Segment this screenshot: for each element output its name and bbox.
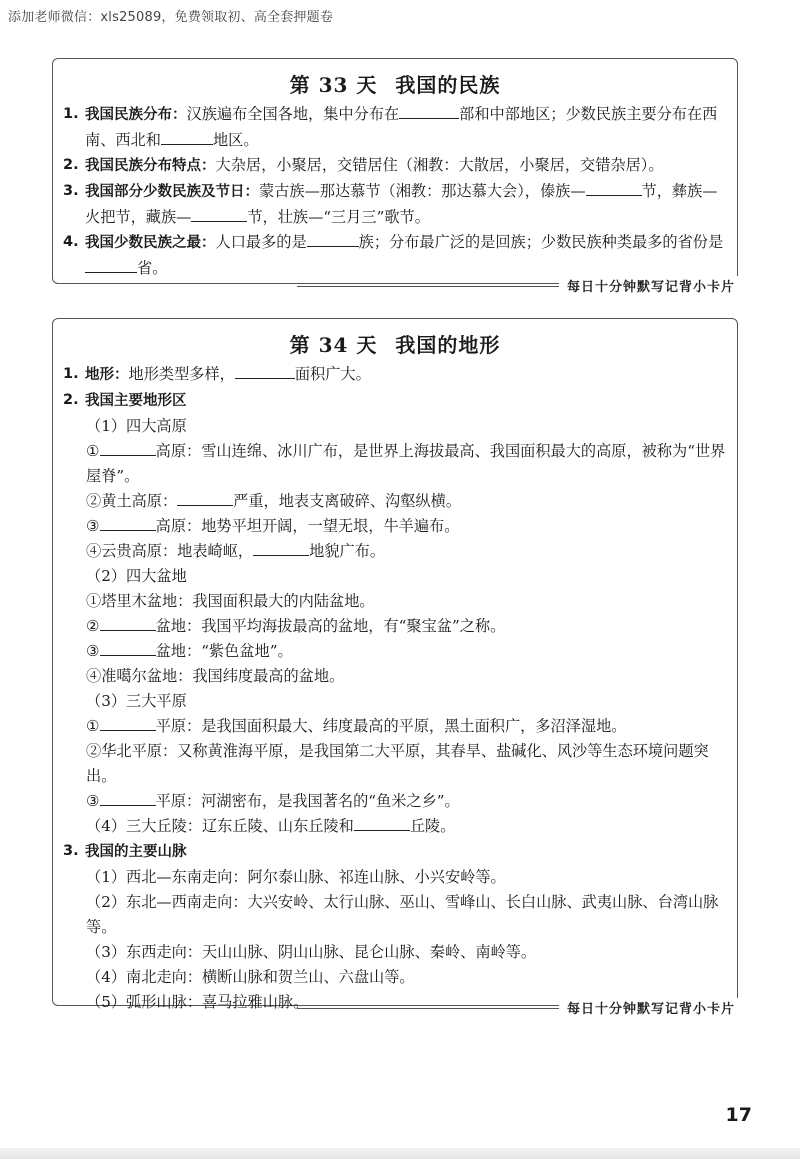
item-text: 严重，地表支离破碎、沟壑纵横。 (233, 492, 461, 510)
list-item (63, 102, 727, 153)
card-footer-label: 每日十分钟默写记背小卡片 (559, 998, 739, 1017)
item-text: ① (86, 717, 100, 735)
item-label: 我国部分少数民族及节日： (85, 184, 259, 200)
list-item (63, 789, 727, 814)
item-number: 2. (63, 157, 79, 173)
item-text: 平原：河湖密布，是我国著名的“鱼米之乡”。 (155, 792, 460, 810)
item-text: 盆地：我国平均海拔最高的盆地，有“聚宝盆”之称。 (155, 617, 506, 635)
fill-blank[interactable] (586, 179, 642, 196)
item-label: 我国主要地形区 (85, 393, 187, 409)
item-text: ④云贵高原：地表崎岖， (86, 542, 254, 560)
card-topic-label: 我国的地形 (395, 333, 501, 357)
item-text: 部和中部地区；少数民族主要分布在西南、西北和 (85, 105, 718, 149)
fill-blank[interactable] (85, 256, 137, 273)
item-text: 盆地：“紫色盆地”。 (155, 642, 293, 660)
item-text: ① (86, 442, 100, 460)
card-topic-label: 我国的民族 (395, 73, 501, 97)
fill-blank[interactable] (177, 489, 233, 506)
card-day-33 (52, 58, 738, 295)
list-item (63, 814, 727, 839)
item-text: 高原：地势平坦开阔，一望无垠，牛羊遍布。 (155, 517, 460, 535)
list-item: （2）东北—西南走向：大兴安岭、太行山脉、巫山、雪峰山、长白山脉、武夷山脉、台湾山脉等。 (86, 893, 719, 936)
list-item (63, 489, 727, 514)
list-item: ④准噶尔盆地：我国纬度最高的盆地。 (86, 667, 345, 685)
list-item (63, 439, 727, 489)
item-text: 丘陵。 (409, 817, 456, 835)
item-label: 我国民族分布： (85, 107, 187, 123)
list-item: （3）东西走向：天山山脉、阴山山脉、昆仑山脉、秦岭、南岭等。 (86, 943, 537, 961)
list-item (63, 714, 727, 739)
list-item (63, 839, 727, 865)
item-text: 高原：雪山连绵、冰川广布，是世界上海拔最高、我国面积最大的高原，被称为“世界屋脊”。 (86, 442, 726, 485)
fill-blank[interactable] (161, 128, 213, 145)
item-number: 2. (63, 392, 79, 408)
fill-blank[interactable] (253, 539, 309, 556)
item-text: 族；分布最广泛的是回族；少数民族种类最多的省份是 (358, 233, 724, 251)
item-text: 省。 (137, 259, 168, 277)
list-item (63, 179, 727, 230)
item-label: 我国的主要山脉 (85, 844, 187, 860)
fill-blank[interactable] (100, 514, 156, 531)
list-item: ①塔里木盆地：我国面积最大的内陆盆地。 (86, 592, 375, 610)
fill-blank[interactable] (100, 439, 156, 456)
card-day-label: 第 34 天 (289, 333, 378, 357)
fill-blank[interactable] (235, 362, 295, 379)
fill-blank[interactable] (354, 814, 410, 831)
list-item (63, 388, 727, 414)
item-text: 地形类型多样， (128, 365, 235, 383)
item-text: 地貌广布。 (309, 542, 385, 560)
item-label: 我国少数民族之最： (85, 235, 216, 251)
fill-blank[interactable] (100, 614, 156, 631)
page-number: 17 (725, 1104, 752, 1126)
list-item (63, 539, 727, 564)
card-title (53, 329, 737, 358)
list-item (63, 153, 727, 179)
item-text: ③ (86, 642, 100, 660)
item-text: 蒙古族—那达慕节（湘教：那达慕大会），傣族— (259, 182, 586, 200)
section-heading: （2）四大盆地 (86, 567, 187, 585)
list-item (63, 614, 727, 639)
card-day-34 (52, 318, 738, 1017)
section-heading: （1）四大高原 (86, 417, 187, 435)
list-item: （5）弧形山脉：喜马拉雅山脉。 (86, 993, 309, 1011)
fill-blank[interactable] (399, 102, 459, 119)
item-label: 我国民族分布特点： (85, 158, 216, 174)
list-item (63, 514, 727, 539)
item-text: ② (86, 617, 100, 635)
item-text: 大杂居，小聚居，交错居住（湘教：大散居，小聚居，交错杂居）。 (215, 156, 664, 174)
item-number: 3. (63, 183, 79, 199)
list-item (63, 639, 727, 664)
item-number: 1. (63, 366, 79, 382)
item-text: ②黄土高原： (86, 492, 178, 510)
watermark-text: 添加老师微信：xls25089，免费领取初、高全套押题卷 (8, 10, 334, 25)
list-item: ②华北平原：又称黄淮海平原，是我国第二大平原，其春旱、盐碱化、风沙等生态环境问题突出。 (86, 742, 709, 785)
fill-blank[interactable] (100, 714, 156, 731)
item-number: 1. (63, 106, 79, 122)
fill-blank[interactable] (100, 789, 156, 806)
item-text: （4）三大丘陵：辽东丘陵、山东丘陵和 (86, 817, 354, 835)
section-heading: （3）三大平原 (86, 692, 187, 710)
item-text: 节，壮族—“三月三”歌节。 (247, 208, 430, 226)
item-text: 人口最多的是 (215, 233, 307, 251)
item-text: 节，彝族—火把节，藏族— (85, 182, 718, 226)
fill-blank[interactable] (191, 205, 247, 222)
item-text: 平原：是我国面积最大、纬度最高的平原，黑土面积广，多沼泽湿地。 (155, 717, 627, 735)
item-text: 面积广大。 (294, 365, 371, 383)
page-edge (0, 1148, 800, 1159)
card-day-label: 第 33 天 (289, 73, 378, 97)
item-number: 4. (63, 234, 79, 250)
item-text: 地区。 (212, 131, 259, 149)
list-item (63, 362, 727, 388)
card-title (53, 69, 737, 98)
item-text: ③ (86, 792, 100, 810)
item-number: 3. (63, 843, 79, 859)
item-label: 地形： (85, 367, 129, 383)
fill-blank[interactable] (307, 230, 359, 247)
fill-blank[interactable] (100, 639, 156, 656)
list-item (63, 230, 727, 281)
list-item: （1）西北—东南走向：阿尔泰山脉、祁连山脉、小兴安岭等。 (86, 868, 506, 886)
card-footer-label: 每日十分钟默写记背小卡片 (559, 276, 739, 295)
item-text: ③ (86, 517, 100, 535)
list-item: （4）南北走向：横断山脉和贺兰山、六盘山等。 (86, 968, 415, 986)
item-text: 汉族遍布全国各地，集中分布在 (186, 105, 400, 123)
